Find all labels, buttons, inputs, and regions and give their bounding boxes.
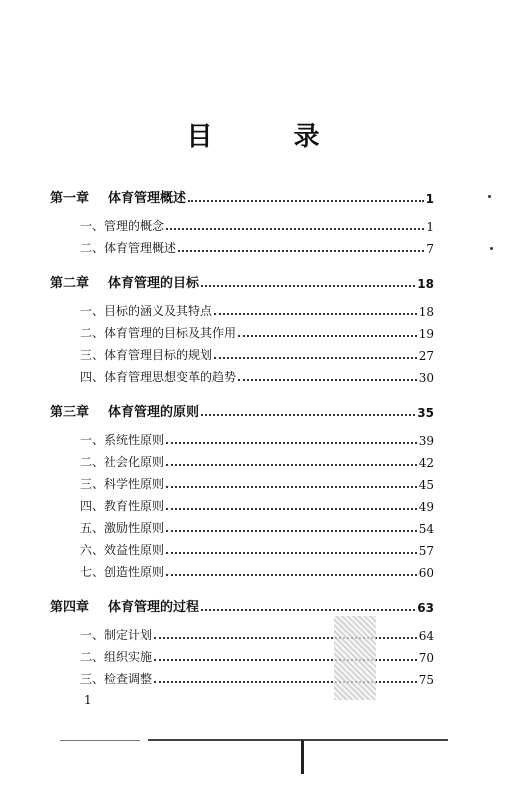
toc-chapter <box>50 269 434 291</box>
section-label: 四、体育管理思想变革的趋势 <box>80 370 237 384</box>
toc-chapter <box>50 398 434 420</box>
section-page: 70 <box>418 651 434 665</box>
section-page: 18 <box>418 305 434 319</box>
bottom-rule-left <box>60 740 140 741</box>
toc-chapter <box>50 593 434 615</box>
toc-section <box>50 212 434 234</box>
leader-dots <box>154 680 417 683</box>
toc-section <box>50 643 434 665</box>
chapter-number: 第三章 <box>50 405 90 420</box>
leader-dots <box>166 227 424 230</box>
toc-section <box>50 514 434 536</box>
bottom-rule <box>148 739 448 741</box>
toc-section <box>50 470 434 492</box>
chapter-title: 体育管理的过程 <box>108 600 200 615</box>
library-stamp <box>334 616 376 700</box>
toc-section <box>50 426 434 448</box>
toc-section <box>50 234 434 256</box>
section-page: 30 <box>418 371 434 385</box>
section-page: 60 <box>418 566 434 580</box>
section-label: 三、体育管理目标的规划 <box>80 348 213 362</box>
page-number: 1 <box>84 693 92 707</box>
scan-speck <box>490 247 493 250</box>
chapter-number: 第二章 <box>50 276 90 291</box>
toc-section <box>50 297 434 319</box>
leader-dots <box>166 573 417 576</box>
section-page: 42 <box>418 456 434 470</box>
toc-spacer <box>50 580 434 593</box>
section-label: 一、管理的概念 <box>80 219 165 233</box>
binding-mark <box>301 740 304 774</box>
section-label: 二、社会化原则 <box>80 455 165 469</box>
chapter-title: 体育管理概述 <box>108 191 187 206</box>
section-page: 45 <box>418 478 434 492</box>
section-page: 57 <box>418 544 434 558</box>
section-page: 1 <box>426 220 434 234</box>
section-page: 27 <box>418 349 434 363</box>
scan-speck <box>488 195 491 198</box>
section-label: 二、体育管理概述 <box>80 241 177 255</box>
toc-chapter <box>50 184 434 206</box>
section-label: 七、创造性原则 <box>80 565 165 579</box>
toc-section <box>50 492 434 514</box>
section-page: 7 <box>426 242 434 256</box>
leader-dots <box>166 441 417 444</box>
section-page: 49 <box>418 500 434 514</box>
toc-section <box>50 665 434 687</box>
leader-dots <box>238 334 417 337</box>
section-page: 39 <box>418 434 434 448</box>
section-label: 一、系统性原则 <box>80 433 165 447</box>
section-page: 54 <box>418 522 434 536</box>
chapter-label <box>50 401 199 420</box>
chapter-label <box>50 187 186 206</box>
toc-spacer <box>50 385 434 398</box>
chapter-title: 体育管理的目标 <box>108 276 200 291</box>
section-label: 三、检查调整 <box>80 672 153 686</box>
chapter-title: 体育管理的原则 <box>108 405 200 420</box>
section-label: 五、激励性原则 <box>80 521 165 535</box>
chapter-page: 1 <box>425 192 434 206</box>
leader-dots <box>201 284 415 287</box>
section-page: 19 <box>418 327 434 341</box>
leader-dots <box>166 463 417 466</box>
section-label: 二、体育管理的目标及其作用 <box>80 326 237 340</box>
toc-section <box>50 536 434 558</box>
chapter-page: 63 <box>417 601 434 615</box>
toc-section <box>50 621 434 643</box>
table-of-contents <box>50 184 434 687</box>
section-label: 三、科学性原则 <box>80 477 165 491</box>
toc-section <box>50 319 434 341</box>
section-page: 64 <box>418 629 434 643</box>
toc-spacer <box>50 256 434 269</box>
page-title: 目 录 <box>186 122 356 152</box>
toc-section <box>50 448 434 470</box>
leader-dots <box>154 658 417 661</box>
leader-dots <box>214 356 417 359</box>
chapter-number: 第一章 <box>50 191 90 206</box>
chapter-label <box>50 272 199 291</box>
leader-dots <box>201 413 415 416</box>
section-page: 75 <box>418 673 434 687</box>
leader-dots <box>166 551 417 554</box>
leader-dots <box>154 636 417 639</box>
chapter-number: 第四章 <box>50 600 90 615</box>
leader-dots <box>214 312 417 315</box>
chapter-page: 18 <box>417 277 434 291</box>
leader-dots <box>178 249 424 252</box>
toc-section <box>50 341 434 363</box>
chapter-label <box>50 596 199 615</box>
leader-dots <box>188 199 424 202</box>
section-label: 二、组织实施 <box>80 650 153 664</box>
leader-dots <box>166 485 417 488</box>
toc-section <box>50 558 434 580</box>
leader-dots <box>166 507 417 510</box>
leader-dots <box>238 378 417 381</box>
section-label: 四、教育性原则 <box>80 499 165 513</box>
leader-dots <box>201 608 415 611</box>
chapter-page: 35 <box>417 406 434 420</box>
leader-dots <box>166 529 417 532</box>
section-label: 一、制定计划 <box>80 628 153 642</box>
section-label: 六、效益性原则 <box>80 543 165 557</box>
section-label: 一、目标的涵义及其特点 <box>80 304 213 318</box>
toc-section <box>50 363 434 385</box>
